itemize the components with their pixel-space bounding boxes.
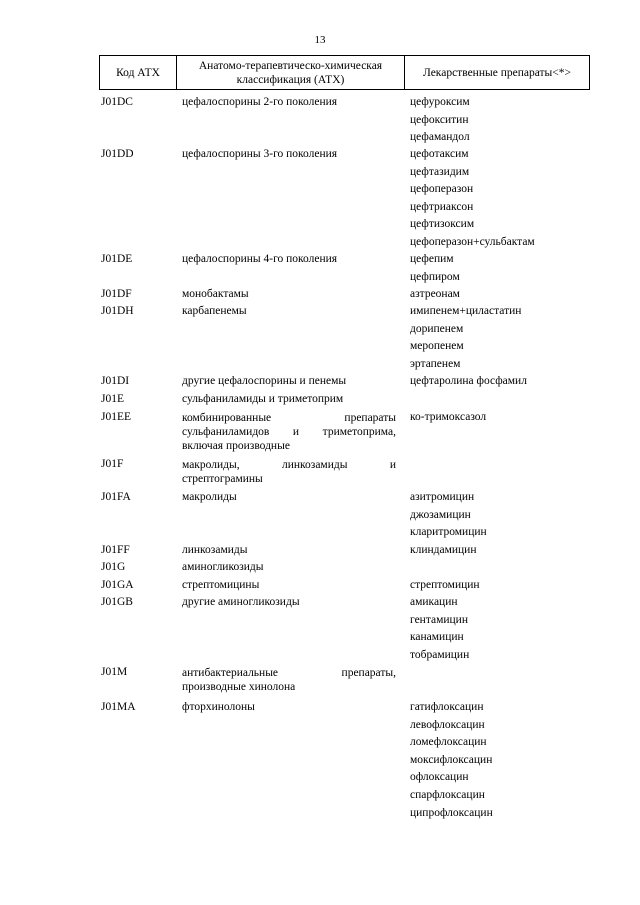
drug-list: [410, 699, 595, 822]
header-drugs: Лекарственные препараты<*>: [404, 56, 589, 89]
drug-name: цефотаксим: [410, 148, 469, 160]
atc-classification: сульфаниламиды и триметоприм: [182, 393, 344, 405]
drug-name: цефтизоксим: [410, 218, 475, 231]
atc-classification: цефалоспорины 3-го поколения: [182, 148, 338, 160]
atc-classification: аминогликозиды: [182, 561, 264, 573]
atc-classification: комбинированные препараты сульфаниламидов и триметоприма, включая производные: [182, 412, 396, 452]
atc-code: J01E: [101, 393, 124, 405]
atc-classification: макролиды, линкозамиды и стрептограмины: [182, 459, 396, 485]
drug-name: цефокситин: [410, 113, 469, 126]
atc-code: J01DI: [101, 375, 130, 387]
drug-name: азтреонам: [410, 288, 460, 300]
drug-name: клиндамицин: [410, 544, 477, 556]
drug-name: амикацин: [410, 596, 458, 608]
header-classification: Анатомо-терапевтическо-химическая классификация (АТХ): [176, 56, 404, 89]
drug-name: дорипенем: [410, 322, 464, 335]
atc-classification: монобактамы: [182, 288, 249, 300]
drug-name: эртапенем: [410, 357, 461, 370]
drug-list: [410, 409, 595, 427]
drug-list: [410, 577, 595, 595]
atc-classification: стрептомицины: [182, 579, 260, 591]
drug-list: [410, 542, 595, 560]
atc-code: J01FF: [101, 544, 130, 556]
drug-name: ко-тримоксазол: [410, 411, 487, 423]
atc-classification: макролиды: [182, 491, 237, 503]
atc-code: J01FA: [101, 491, 131, 503]
drug-name: цефтриаксон: [410, 200, 474, 213]
drug-name: гентамицин: [410, 613, 468, 626]
drug-name: ципрофлоксацин: [410, 806, 493, 819]
drug-name: канамицин: [410, 631, 464, 644]
atc-code: J01EE: [101, 411, 132, 423]
drug-name: цефоперазон: [410, 183, 474, 196]
atc-code: J01DF: [101, 288, 132, 300]
drug-list: [410, 489, 595, 542]
drug-name: цефтаролина фосфамил: [410, 375, 527, 387]
drug-name: кларитромицин: [410, 526, 487, 539]
atc-classification: антибактериальные препараты, производные хинолона: [182, 667, 396, 693]
atc-classification: фторхинолоны: [182, 701, 255, 713]
drug-name: джозамицин: [410, 508, 471, 521]
drug-list: [410, 303, 595, 373]
atc-code: J01DE: [101, 253, 133, 265]
drug-name: меропенем: [410, 340, 464, 353]
drug-name: цефамандол: [410, 131, 470, 144]
drug-name: моксифлоксацин: [410, 753, 493, 766]
drug-name: левофлоксацин: [410, 718, 485, 731]
drug-name: цефтазидим: [410, 165, 470, 178]
drug-name: тобрамицин: [410, 648, 470, 661]
drug-list: [410, 286, 595, 304]
atc-code: J01DC: [101, 96, 133, 108]
drug-name: азитромицин: [410, 491, 475, 503]
atc-classification: цефалоспорины 4-го поколения: [182, 253, 338, 265]
drug-name: гатифлоксацин: [410, 701, 484, 713]
atc-code: J01DD: [101, 148, 134, 160]
drug-list: [410, 251, 595, 286]
drug-name: имипенем+циластатин: [410, 305, 522, 317]
atc-code: J01GB: [101, 596, 133, 608]
atc-code: J01MA: [101, 701, 136, 713]
atc-code: J01G: [101, 561, 126, 573]
atc-code: J01M: [101, 666, 128, 678]
atc-classification: цефалоспорины 2-го поколения: [182, 96, 338, 108]
atc-classification: карбапенемы: [182, 305, 247, 317]
atc-classification: другие аминогликозиды: [182, 596, 300, 608]
drug-name: цефоперазон+сульбактам: [410, 235, 535, 248]
drug-name: офлоксацин: [410, 771, 469, 784]
drug-list: [410, 594, 595, 664]
drug-name: ломефлоксацин: [410, 736, 487, 749]
atc-code: J01DH: [101, 305, 134, 317]
atc-classification: линкозамиды: [182, 544, 248, 556]
drug-name: спарфлоксацин: [410, 788, 485, 801]
drug-list: [410, 146, 595, 252]
atc-code: J01GA: [101, 579, 134, 591]
drug-name: цефуроксим: [410, 96, 470, 108]
drug-name: стрептомицин: [410, 579, 480, 591]
drug-list: [410, 94, 595, 147]
header-code: Код АТХ: [116, 66, 160, 79]
atc-classification: другие цефалоспорины и пенемы: [182, 375, 347, 387]
drug-list: [410, 373, 595, 391]
atc-code: J01F: [101, 458, 124, 470]
drug-name: цефпиром: [410, 270, 460, 283]
drug-name: цефепим: [410, 253, 454, 265]
page-number: 13: [314, 34, 326, 46]
